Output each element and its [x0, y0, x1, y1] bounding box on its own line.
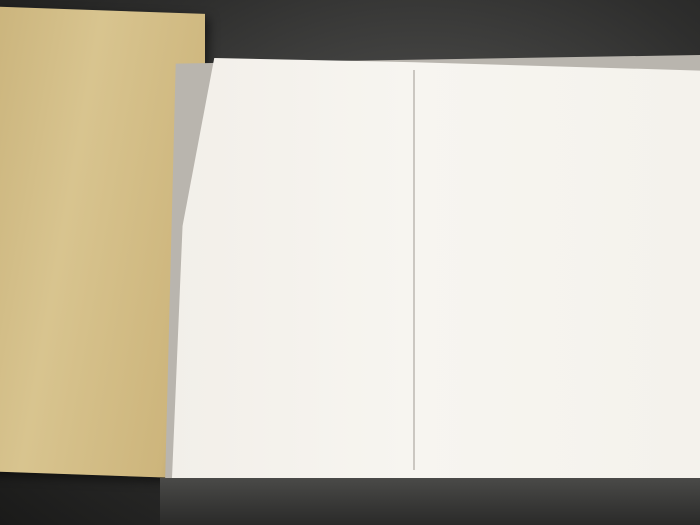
left-page-text-block — [0, 6, 205, 14]
table-surface — [160, 478, 700, 525]
left-page-body — [0, 325, 188, 332]
water-analysis-table-area — [186, 140, 695, 386]
